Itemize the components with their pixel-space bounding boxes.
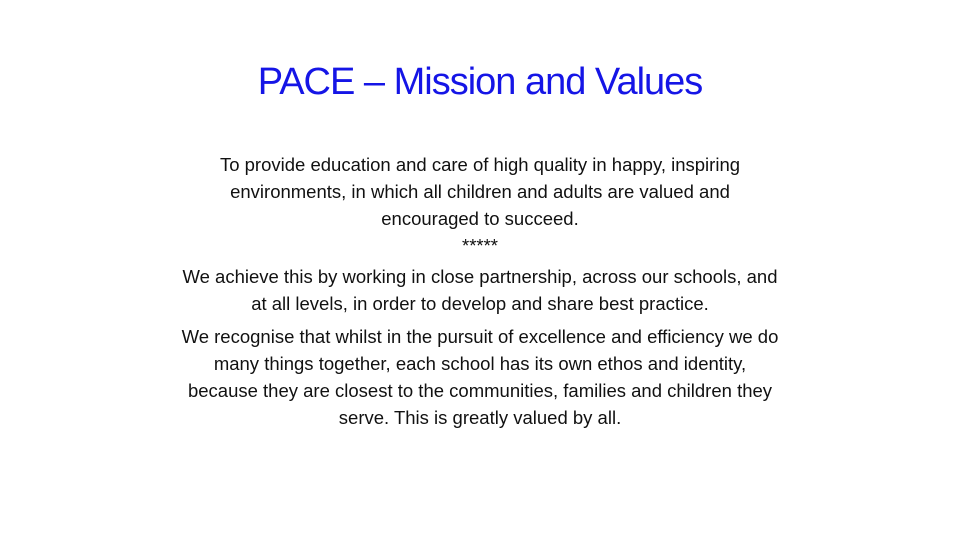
slide-body [180,151,780,431]
mission-paragraph: To provide education and care of high quality in happy, inspiring environments, in which all children and adults are valued and encouraged to succeed. [219,154,741,229]
partnership-paragraph: We achieve this by working in close partnership, across our schools, and at all levels, in order to develop and share best practice. [182,266,778,314]
slide-title: PACE – Mission and Values [257,61,703,103]
separator-stars: ***** [462,235,498,256]
identity-paragraph: We recognise that whilst in the pursuit of excellence and efficiency we do many things together, each school has its own ethos and identity, because they are closest to the communities, families and children they serve. This is greatly valued by all. [181,326,779,428]
